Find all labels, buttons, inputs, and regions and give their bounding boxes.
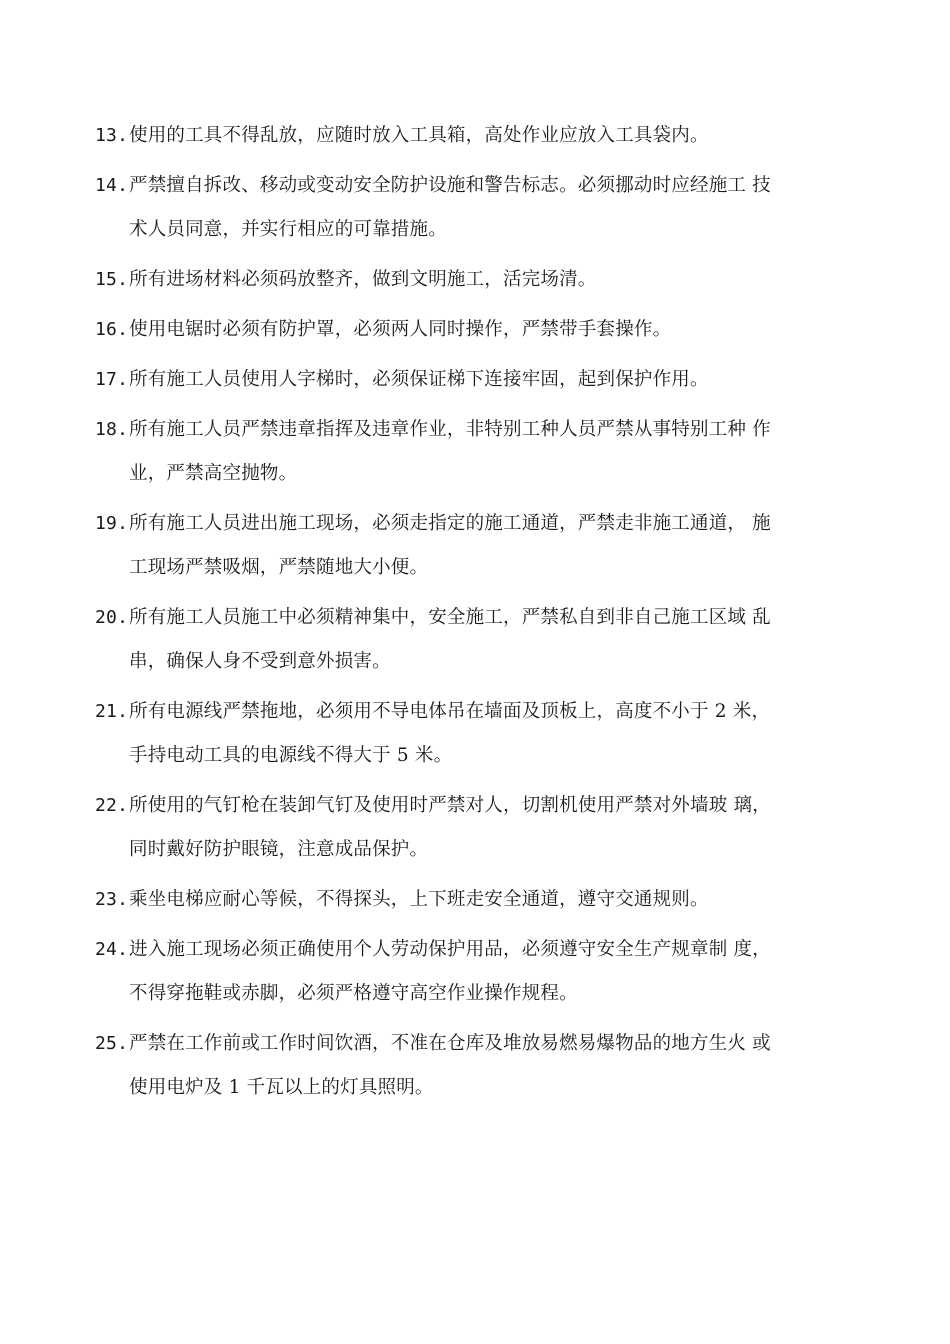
rule-number: 21.	[95, 701, 129, 722]
rule-text-line: 业，严禁高空抛物。	[129, 463, 298, 484]
rule-item	[95, 784, 865, 872]
rule-number: 22.	[95, 795, 129, 816]
rule-item	[95, 114, 865, 158]
rule-item	[95, 878, 865, 922]
rule-number: 13.	[95, 125, 129, 146]
rule-text-line: 所有电源线严禁拖地，必须用不导电体吊在墙面及顶板上，高度不小于 2 米，	[129, 701, 771, 722]
rule-text-line: 严禁擅自拆改、移动或变动安全防护设施和警告标志。必须挪动时应经施工 技	[129, 175, 771, 196]
rule-text-line: 使用电炉及 1 千瓦以上的灯具照明。	[129, 1077, 434, 1098]
rule-number: 20.	[95, 607, 129, 628]
rule-text-line: 所有施工人员施工中必须精神集中，安全施工，严禁私自到非自己施工区域 乱	[129, 607, 771, 628]
rule-number: 14.	[95, 175, 129, 196]
rule-text-line: 使用的工具不得乱放，应随时放入工具箱，高处作业应放入工具袋内。	[129, 125, 709, 146]
rule-number: 17.	[95, 369, 129, 390]
rule-text-line: 进入施工现场必须正确使用个人劳动保护用品，必须遵守安全生产规章制 度，	[129, 939, 771, 960]
rule-text-line: 术人员同意，并实行相应的可靠措施。	[129, 219, 447, 240]
rule-text-line: 严禁在工作前或工作时间饮酒，不准在仓库及堆放易燃易爆物品的地方生火 或	[129, 1033, 771, 1054]
rule-text-line: 所有施工人员进出施工现场，必须走指定的施工通道，严禁走非施工通道， 施	[129, 513, 771, 534]
rule-number: 23.	[95, 889, 129, 910]
rule-item	[95, 928, 865, 1016]
rule-item	[95, 596, 865, 684]
rule-number: 24.	[95, 939, 129, 960]
rule-item	[95, 258, 865, 302]
rule-number: 16.	[95, 319, 129, 340]
rule-item	[95, 408, 865, 496]
rule-item	[95, 358, 865, 402]
rule-text-line: 所有进场材料必须码放整齐，做到文明施工，活完场清。	[129, 269, 597, 290]
rule-text-line: 工现场严禁吸烟，严禁随地大小便。	[129, 557, 429, 578]
rule-number: 19.	[95, 513, 129, 534]
rule-text-line: 所使用的气钉枪在装卸气钉及使用时严禁对人，切割机使用严禁对外墙玻 璃，	[129, 795, 771, 816]
rule-item	[95, 690, 865, 778]
rule-text-line: 不得穿拖鞋或赤脚，必须严格遵守高空作业操作规程。	[129, 983, 578, 1004]
rule-number: 15.	[95, 269, 129, 290]
rule-text-line: 使用电锯时必须有防护罩，必须两人同时操作，严禁带手套操作。	[129, 319, 672, 340]
rule-text-line: 手持电动工具的电源线不得大于 5 米。	[129, 745, 453, 766]
rule-number: 25.	[95, 1033, 129, 1054]
rule-text-line: 所有施工人员使用人字梯时，必须保证梯下连接牢固，起到保护作用。	[129, 369, 709, 390]
safety-rules-list	[95, 114, 865, 1116]
rule-text-line: 串，确保人身不受到意外损害。	[129, 651, 391, 672]
rule-number: 18.	[95, 419, 129, 440]
rule-item	[95, 502, 865, 590]
rule-item	[95, 1022, 865, 1110]
rule-text-line: 所有施工人员严禁违章指挥及违章作业，非特别工种人员严禁从事特别工种 作	[129, 419, 771, 440]
rule-text-line: 乘坐电梯应耐心等候，不得探头，上下班走安全通道，遵守交通规则。	[129, 889, 709, 910]
rule-item	[95, 164, 865, 252]
rule-text-line: 同时戴好防护眼镜，注意成品保护。	[129, 839, 429, 860]
rule-item	[95, 308, 865, 352]
